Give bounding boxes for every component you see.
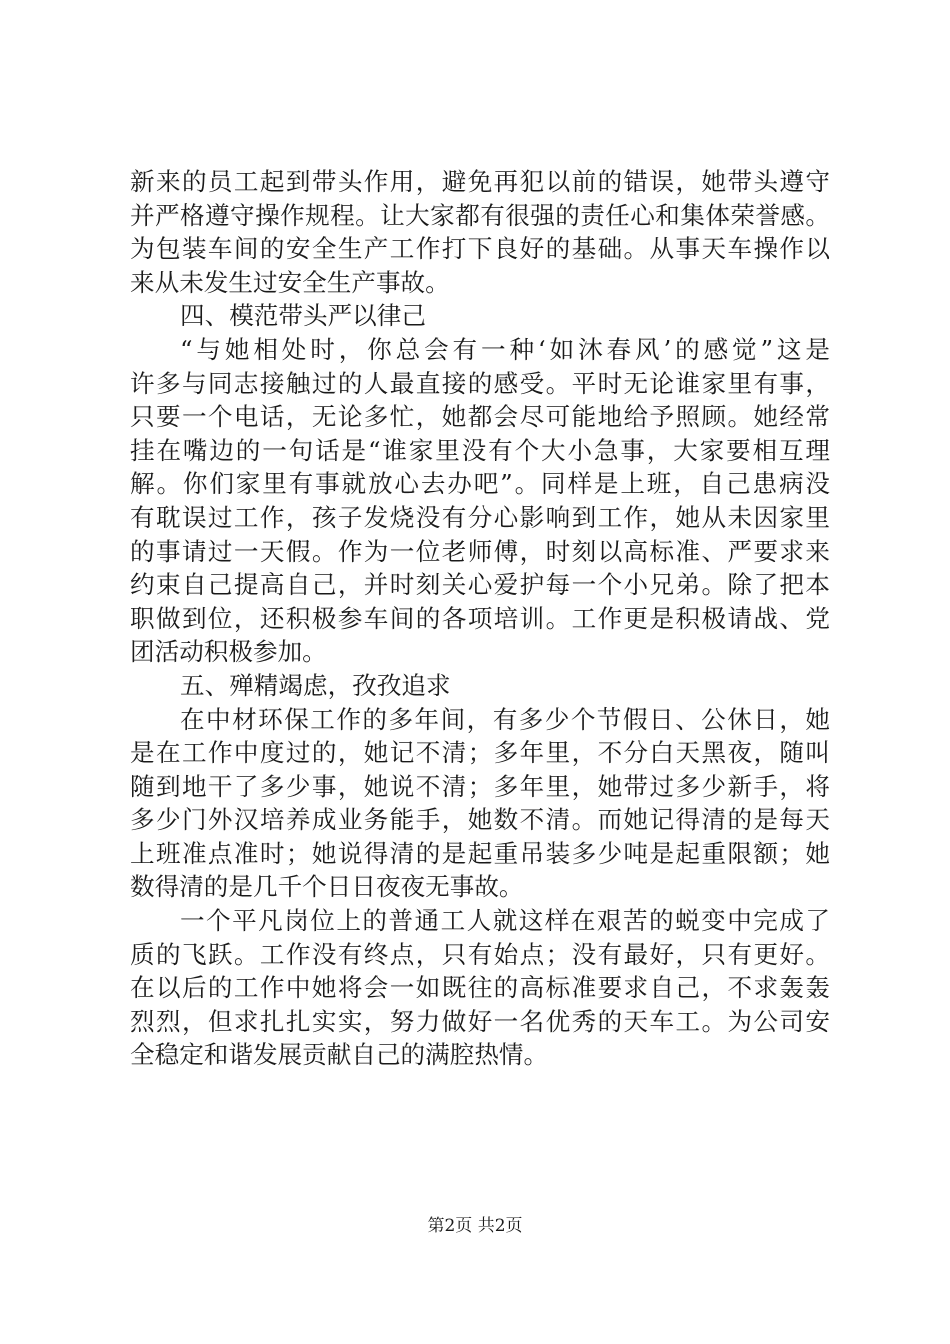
- text-line: “与她相处时，你总会有一种‘如沐春风’的感觉”这是: [180, 334, 830, 364]
- page-number-footer: 第2页 共2页: [427, 1216, 523, 1236]
- section-heading-4: 四、模范带头严以律己: [180, 301, 426, 331]
- text-line: 只要一个电话，无论多忙，她都会尽可能地给予照顾。她经常: [130, 402, 830, 432]
- text-line: 许多与同志接触过的人最直接的感受。平时无论谁家里有事，: [130, 368, 830, 398]
- text-line: 团活动积极参加。: [130, 637, 327, 667]
- text-line: 新来的员工起到带头作用，避免再犯以前的错误，她带头遵守: [130, 167, 830, 196]
- text-line: 约束自己提高自己，并时刻关心爱护每一个小兄弟。除了把本: [130, 570, 830, 600]
- text-line: 为包装车间的安全生产工作打下良好的基础。从事天车操作以: [130, 234, 830, 264]
- text-line: 来从未发生过安全生产事故。: [130, 267, 450, 297]
- text-line: 全稳定和谐发展贡献自己的满腔热情。: [130, 1040, 549, 1070]
- text-line: 质的飞跃。工作没有终点，只有始点；没有最好，只有更好。: [130, 939, 830, 969]
- text-line: 上班准点准时；她说得清的是起重吊装多少吨是起重限额；她: [130, 838, 830, 868]
- section-heading-5: 五、殚精竭虑，孜孜追求: [180, 670, 451, 700]
- text-line: 随到地干了多少事，她说不清；多年里，她带过多少新手，将: [130, 771, 830, 801]
- text-line: 多少门外汉培养成业务能手，她数不清。而她记得清的是每天: [130, 805, 830, 835]
- text-line: 职做到位，还积极参车间的各项培训。工作更是积极请战、党: [130, 603, 830, 633]
- text-line: 在中材环保工作的多年间，有多少个节假日、公休日，她: [180, 704, 830, 734]
- text-line: 解。你们家里有事就放心去办吧”。同样是上班，自己患病没: [130, 469, 830, 499]
- text-line: 挂在嘴边的一句话是“谁家里没有个大小急事，大家要相互理: [130, 435, 830, 465]
- text-line: 数得清的是几千个日日夜夜无事故。: [130, 872, 524, 902]
- text-line: 并严格遵守操作规程。让大家都有很强的责任心和集体荣誉感。: [130, 200, 830, 230]
- text-line: 在以后的工作中她将会一如既往的高标准要求自己，不求轰轰: [130, 973, 830, 1003]
- text-line: 烈烈，但求扎扎实实，努力做好一名优秀的天车工。为公司安: [130, 1006, 830, 1036]
- text-line: 是在工作中度过的，她记不清；多年里，不分白天黑夜，随叫: [130, 738, 830, 768]
- text-line: 有耽误过工作，孩子发烧没有分心影响到工作，她从未因家里: [130, 502, 830, 532]
- text-line: 一个平凡岗位上的普通工人就这样在艰苦的蜕变中完成了: [180, 906, 830, 936]
- body-text: [130, 165, 830, 1072]
- text-line: 的事请过一天假。作为一位老师傅，时刻以高标准、严要求来: [130, 536, 830, 566]
